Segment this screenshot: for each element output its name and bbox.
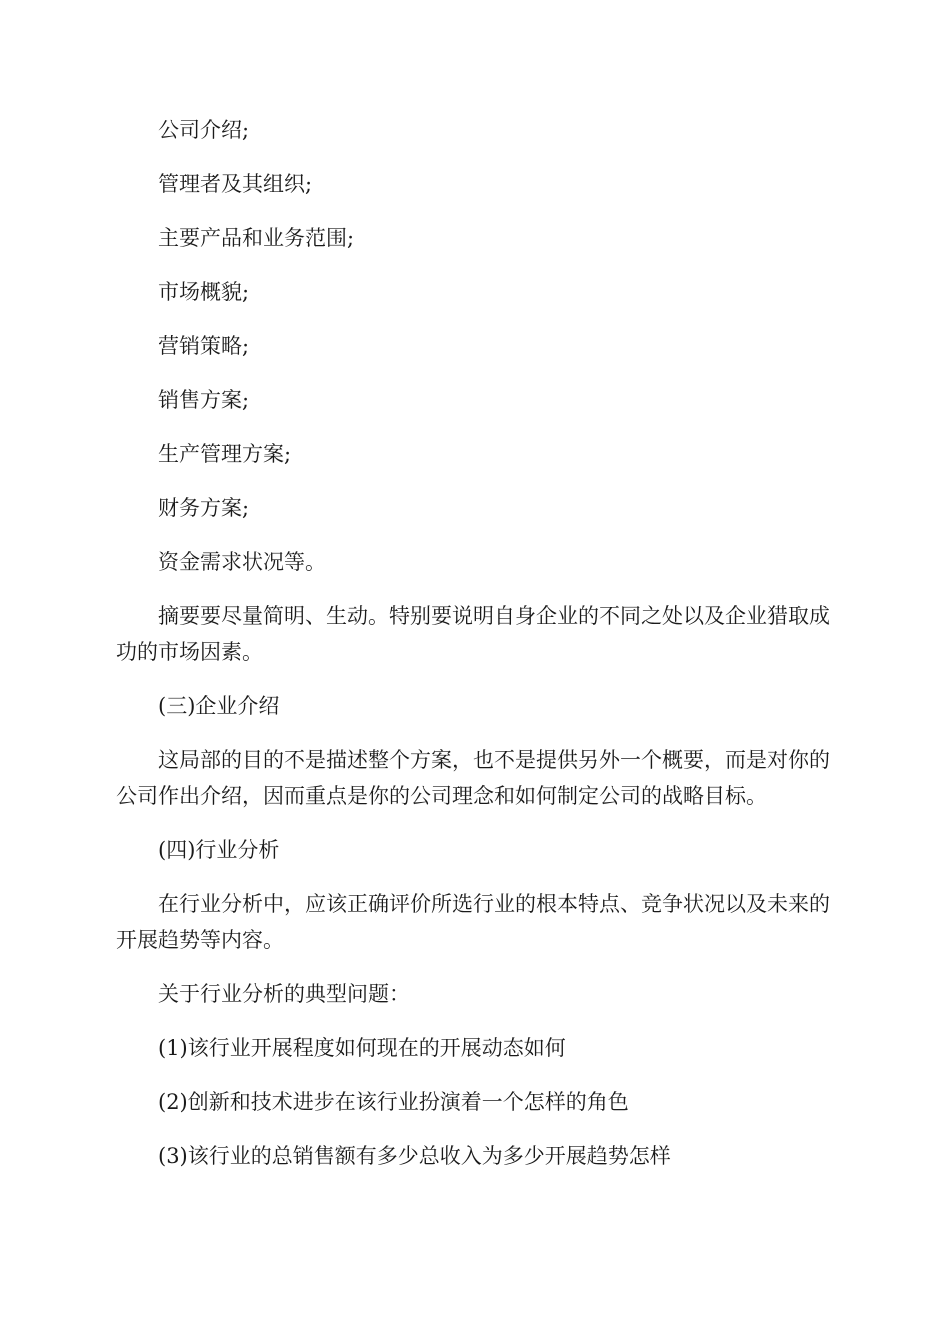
question-item-2: (2)创新和技术进步在该行业扮演着一个怎样的角色 — [158, 1090, 629, 1114]
list-item-products: 主要产品和业务范围; — [158, 226, 355, 250]
section-heading-industry: (四)行业分析 — [158, 838, 280, 862]
list-item-production: 生产管理方案; — [158, 442, 292, 466]
question-item-3: (3)该行业的总销售额有多少总收入为多少开展趋势怎样 — [158, 1144, 671, 1168]
list-item-sales: 销售方案; — [158, 388, 250, 412]
paragraph-company: 这局部的目的不是描述整个方案，也不是提供另外一个概要，而是对你的公司作出介绍，因而重点是你的公司理念和如何制定公司的战略目标。 — [116, 748, 830, 808]
paragraph-industry: 在行业分析中，应该正确评价所选行业的根本特点、竞争状况以及未来的开展趋势等内容。 — [116, 892, 830, 952]
list-item-funding: 资金需求状况等。 — [158, 550, 326, 574]
list-item-management: 管理者及其组织; — [158, 172, 313, 196]
section-heading-company: (三)企业介绍 — [158, 694, 280, 718]
list-item-finance: 财务方案; — [158, 496, 250, 520]
list-item-company-intro: 公司介绍; — [158, 118, 250, 142]
list-item-market: 市场概貌; — [158, 280, 250, 304]
list-item-marketing: 营销策略; — [158, 334, 250, 358]
paragraph-summary: 摘要要尽量简明、生动。特别要说明自身企业的不同之处以及企业猎取成功的市场因素。 — [116, 604, 830, 664]
document-body — [116, 112, 834, 1192]
paragraph-questions-intro: 关于行业分析的典型问题： — [158, 982, 410, 1006]
question-item-1: (1)该行业开展程度如何现在的开展动态如何 — [158, 1036, 566, 1060]
